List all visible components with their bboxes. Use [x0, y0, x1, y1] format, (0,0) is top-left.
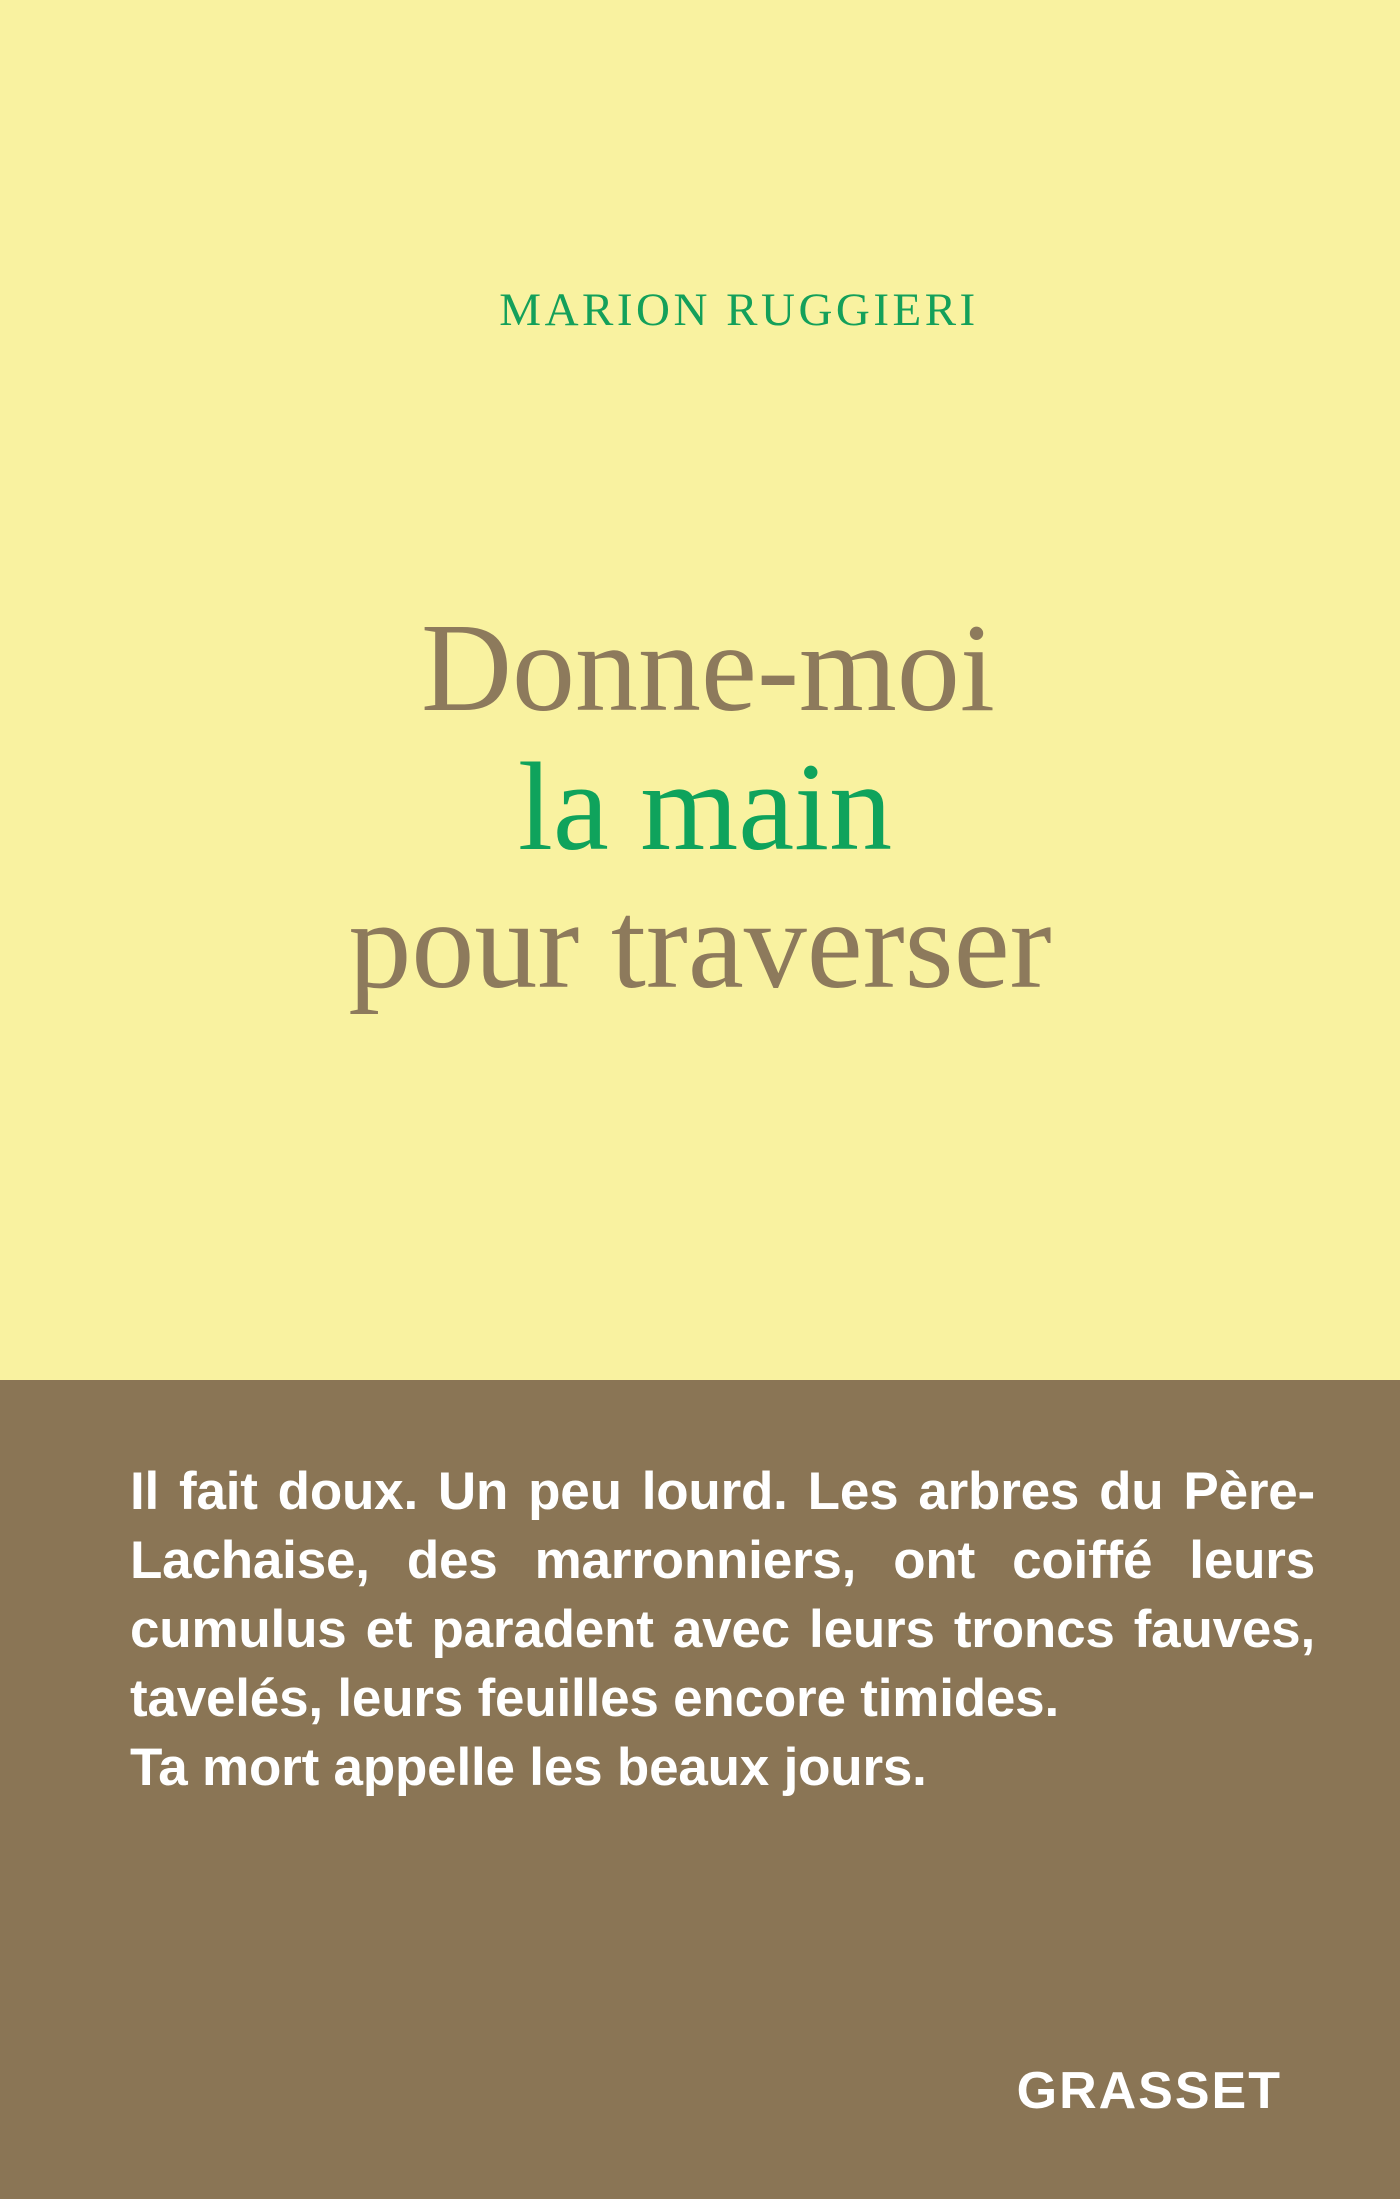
- publisher-logo: GRASSET: [1016, 2062, 1282, 2120]
- cover-bottom-panel: [0, 1380, 1400, 2199]
- title-line-3: pour traverser: [348, 876, 1052, 1016]
- blurb-text: [130, 1458, 1315, 1802]
- title-line-2: la main: [517, 737, 893, 877]
- blurb-paragraph-2: Ta mort appelle les beaux jours.: [130, 1737, 927, 1797]
- blurb-paragraph-1: Il fait doux. Un peu lourd. Les arbres du Père-Lachaise, des marronniers, ont coiffé leurs cumulus et paradent avec leurs troncs fauves, tavelés, leurs feuilles encore timides.: [130, 1462, 1315, 1728]
- author-name: MARION RUGGIERI: [499, 284, 979, 336]
- title-line-1: Donne-moi: [421, 599, 995, 738]
- book-title: [0, 600, 1400, 1016]
